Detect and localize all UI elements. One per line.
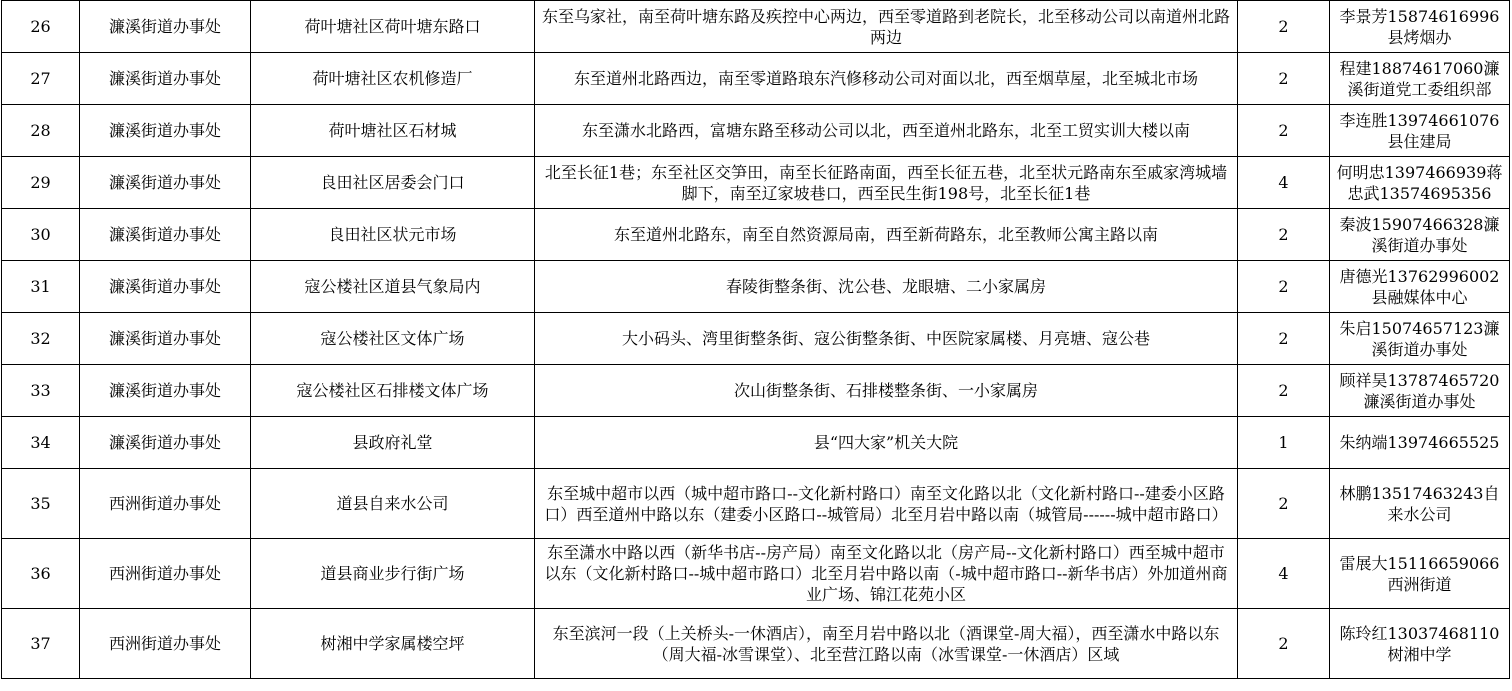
row-number: 36 — [2, 539, 80, 609]
office-name: 濂溪街道办事处 — [80, 53, 251, 105]
office-name: 濂溪街道办事处 — [80, 365, 251, 417]
count-value: 2 — [1238, 261, 1330, 313]
row-number: 32 — [2, 313, 80, 365]
office-name: 濂溪街道办事处 — [80, 261, 251, 313]
table-row — [2, 609, 1510, 679]
row-number: 33 — [2, 365, 80, 417]
table-row — [2, 469, 1510, 539]
coverage-scope: 东至城中超市以西（城中超市路口--文化新村路口）南至文化路以北（文化新村路口--建委小区路口）西至道州中路以东（建委小区路口--城管局）北至月岩中路以南（城管局------城中超市路口） — [535, 469, 1238, 539]
contact-info: 秦波15907466328濂溪街道办事处 — [1330, 209, 1510, 261]
row-number: 34 — [2, 417, 80, 469]
count-value: 1 — [1238, 417, 1330, 469]
table-row — [2, 365, 1510, 417]
contact-info: 何明忠1397466939蒋忠武13574695356 — [1330, 157, 1510, 209]
office-name: 濂溪街道办事处 — [80, 209, 251, 261]
table-row — [2, 261, 1510, 313]
table-row — [2, 105, 1510, 157]
location-name: 荷叶塘社区石材城 — [251, 105, 535, 157]
coverage-scope: 东至潇水中路以西（新华书店--房产局）南至文化路以北（房产局--文化新村路口）西至城中超市以东（文化新村路口--城中超市路口）北至月岩中路以南（-城中超市路口--新华书店）外加道州商业广场、锦江花苑小区 — [535, 539, 1238, 609]
location-name: 荷叶塘社区荷叶塘东路口 — [251, 1, 535, 53]
coverage-scope: 东至道州北路西边，南至零道路琅东汽修移动公司对面以北，西至烟草屋，北至城北市场 — [535, 53, 1238, 105]
contact-info: 顾祥昊13787465720濂溪街道办事处 — [1330, 365, 1510, 417]
row-number: 30 — [2, 209, 80, 261]
coverage-scope: 东至乌家社，南至荷叶塘东路及疾控中心两边，西至零道路到老院长，北至移动公司以南道州北路两边 — [535, 1, 1238, 53]
coverage-scope: 东至滨河一段（上关桥头-一休酒店），南至月岩中路以北（酒课堂-周大福），西至潇水中路以东（周大福-冰雪课堂）、北至营江路以南（冰雪课堂-一休酒店）区域 — [535, 609, 1238, 679]
count-value: 2 — [1238, 469, 1330, 539]
count-value: 2 — [1238, 365, 1330, 417]
coverage-scope: 次山街整条街、石排楼整条街、一小家属房 — [535, 365, 1238, 417]
row-number: 27 — [2, 53, 80, 105]
table-row — [2, 1, 1510, 53]
contact-info: 李景芳15874616996县烤烟办 — [1330, 1, 1510, 53]
location-name: 道县商业步行街广场 — [251, 539, 535, 609]
coverage-scope: 大小码头、湾里街整条街、寇公街整条街、中医院家属楼、月亮塘、寇公巷 — [535, 313, 1238, 365]
office-name: 濂溪街道办事处 — [80, 417, 251, 469]
row-number: 29 — [2, 157, 80, 209]
location-name: 寇公楼社区石排楼文体广场 — [251, 365, 535, 417]
coverage-scope: 春陵街整条街、沈公巷、龙眼塘、二小家属房 — [535, 261, 1238, 313]
location-name: 寇公楼社区道县气象局内 — [251, 261, 535, 313]
row-number: 28 — [2, 105, 80, 157]
sampling-points-table — [1, 0, 1510, 679]
coverage-scope: 东至道州北路东，南至自然资源局南，西至新荷路东，北至教师公寓主路以南 — [535, 209, 1238, 261]
table-row — [2, 539, 1510, 609]
row-number: 31 — [2, 261, 80, 313]
count-value: 2 — [1238, 609, 1330, 679]
count-value: 2 — [1238, 105, 1330, 157]
table-row — [2, 53, 1510, 105]
count-value: 2 — [1238, 313, 1330, 365]
contact-info: 程建18874617060濂溪街道党工委组织部 — [1330, 53, 1510, 105]
location-name: 县政府礼堂 — [251, 417, 535, 469]
office-name: 濂溪街道办事处 — [80, 105, 251, 157]
office-name: 濂溪街道办事处 — [80, 157, 251, 209]
table-row — [2, 417, 1510, 469]
table-row — [2, 157, 1510, 209]
coverage-scope: 北至长征1巷；东至社区交笋田，南至长征路南面，西至长征五巷，北至状元路南东至戚家湾城墙脚下，南至辽家坡巷口，西至民生街198号，北至长征1巷 — [535, 157, 1238, 209]
contact-info: 李连胜13974661076县住建局 — [1330, 105, 1510, 157]
office-name: 西洲街道办事处 — [80, 469, 251, 539]
location-name: 道县自来水公司 — [251, 469, 535, 539]
row-number: 26 — [2, 1, 80, 53]
contact-info: 陈玲红13037468110树湘中学 — [1330, 609, 1510, 679]
coverage-scope: 县“四大家”机关大院 — [535, 417, 1238, 469]
office-name: 濂溪街道办事处 — [80, 313, 251, 365]
table-row — [2, 209, 1510, 261]
location-name: 寇公楼社区文体广场 — [251, 313, 535, 365]
row-number: 35 — [2, 469, 80, 539]
table-row — [2, 313, 1510, 365]
location-name: 良田社区状元市场 — [251, 209, 535, 261]
contact-info: 唐德光13762996002县融媒体中心 — [1330, 261, 1510, 313]
contact-info: 朱启15074657123濂溪街道办事处 — [1330, 313, 1510, 365]
count-value: 4 — [1238, 157, 1330, 209]
location-name: 良田社区居委会门口 — [251, 157, 535, 209]
count-value: 4 — [1238, 539, 1330, 609]
contact-info: 朱纳端13974665525 — [1330, 417, 1510, 469]
location-name: 荷叶塘社区农机修造厂 — [251, 53, 535, 105]
office-name: 西洲街道办事处 — [80, 539, 251, 609]
contact-info: 雷展大15116659066西洲街道 — [1330, 539, 1510, 609]
count-value: 2 — [1238, 1, 1330, 53]
coverage-scope: 东至潇水北路西，富塘东路至移动公司以北，西至道州北路东，北至工贸实训大楼以南 — [535, 105, 1238, 157]
office-name: 濂溪街道办事处 — [80, 1, 251, 53]
contact-info: 林鹏13517463243自来水公司 — [1330, 469, 1510, 539]
office-name: 西洲街道办事处 — [80, 609, 251, 679]
location-name: 树湘中学家属楼空坪 — [251, 609, 535, 679]
row-number: 37 — [2, 609, 80, 679]
count-value: 2 — [1238, 53, 1330, 105]
count-value: 2 — [1238, 209, 1330, 261]
